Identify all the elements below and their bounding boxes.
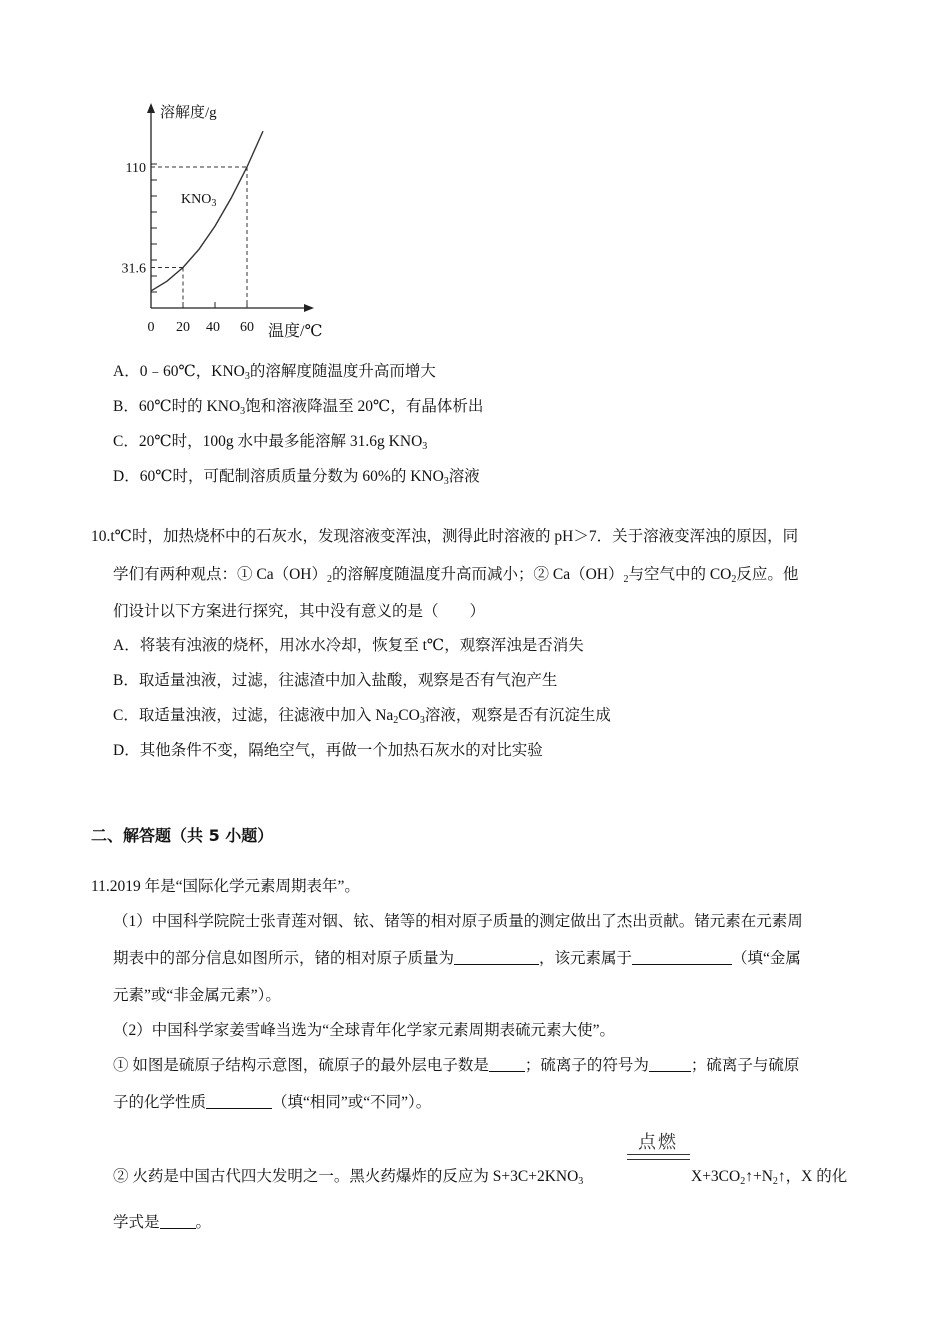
reaction-condition-label: 点燃 [638,1132,678,1153]
answer-blank-outer-electrons[interactable] [489,1057,525,1072]
q9-option-b: B．60℃时的 $KNO_3$饱和溶液降温至 20℃，有晶体析出 [113,398,484,417]
x-tick-label: 0 [147,320,155,335]
x-axis-label: 温度/℃ [268,323,323,340]
answer-blank-chemical-property[interactable] [206,1094,272,1109]
y-tick-label: 110 [125,161,146,176]
x-tick-label: 40 [206,320,220,335]
q11-part2-line3: 子的化学性质 （填“相同”或“不同”）。 [113,1094,432,1111]
kno3-solubility-chart [110,95,340,345]
q11-part1-line1: （1）中国科学院院士张青莲对铟、铱、锗等的相对原子质量的测定做出了杰出贡献。锗元素在元素周 [113,913,803,930]
q11-part1-line3: 元素”或“非金属元素”）。 [113,987,281,1004]
q10-stem-line2: 学们有两种观点：① $Ca(OH)_2$的溶解度随温度升高而减小；② $Ca(OH)_2$与空气中的 $CO_2$反应。他 [113,566,799,585]
q10-option-d: D．其他条件不变，隔绝空气，再做一个加热石灰水的对比实验 [113,742,543,759]
x-tick-label: 60 [240,320,254,335]
q11-part3-line2: 学式是 。 [113,1214,212,1231]
answer-blank-atomic-mass[interactable] [454,950,539,965]
q11-part2-line2: ① 如图是硫原子结构示意图，硫原子的最外层电子数是 ；硫离子的符号为 ；硫离子与硫原 [113,1057,800,1074]
q9-option-c: C．20℃时，100g 水中最多能溶解 31.6g $KNO_3$ [113,433,428,452]
q10-option-c: C．取适量浊液，过滤，往滤液中加入 $Na_2CO_3$溶液，观察是否有沉淀生成 [113,707,611,726]
q9-option-a: A．0﹣60℃，$KNO_3$的溶解度随温度升高而增大 [113,363,436,382]
q10-option-b: B．取适量浊液，过滤，往滤渣中加入盐酸，观察是否有气泡产生 [113,672,558,689]
q10-stem-line1: 10.t℃时，加热烧杯中的石灰水，发现溶液变浑浊，测得此时溶液的 pH＞7．关于溶液变浑浊的原因，同 [91,528,799,545]
answer-blank-ion-symbol[interactable] [649,1057,691,1072]
q11-part1-line2: 期表中的部分信息如图所示，锗的相对原子质量为 ，该元素属于 （填“金属 [113,950,801,967]
x-tick-label: 20 [176,320,190,335]
q10-option-a: A．将装有浊液的烧杯，用冰水冷却，恢复至 t℃，观察浑浊是否消失 [113,637,584,654]
y-axis-arrow [147,103,155,113]
q9-option-d: D．60℃时，可配制溶质质量分数为 60%的 $KNO_3$溶液 [113,468,480,487]
y-tick-label: 31.6 [121,261,146,277]
reaction-arrow-bar-bottom [627,1159,690,1160]
section-heading: 二、解答题（共 5 小题） [91,826,274,845]
series-line-kno3 [151,131,263,291]
q11-part3-line1-products: $X+3CO_2↑+N_2↑$，X 的化 [691,1168,848,1187]
q11-part3-line1: ② 火药是中国古代四大发明之一。黑火药爆炸的反应为 $S+3C+2KNO_3$ [113,1168,584,1187]
answer-blank-x-formula[interactable] [160,1214,196,1229]
x-axis-arrow [304,304,314,312]
reaction-arrow-bar-top [627,1154,690,1155]
series-annotation-kno3: $KNO_3$ [181,192,217,209]
answer-blank-element-type[interactable] [632,950,732,965]
q11-intro: 11.2019 年是“国际化学元素周期表年”。 [91,878,360,895]
q10-stem-line3: 们设计以下方案进行探究，其中没有意义的是（ ） [113,603,486,620]
y-axis-label: 溶解度/g [160,105,217,121]
q11-part2-line1: （2）中国科学家姜雪峰当选为“全球青年化学家元素周期表硫元素大使”。 [113,1022,616,1039]
